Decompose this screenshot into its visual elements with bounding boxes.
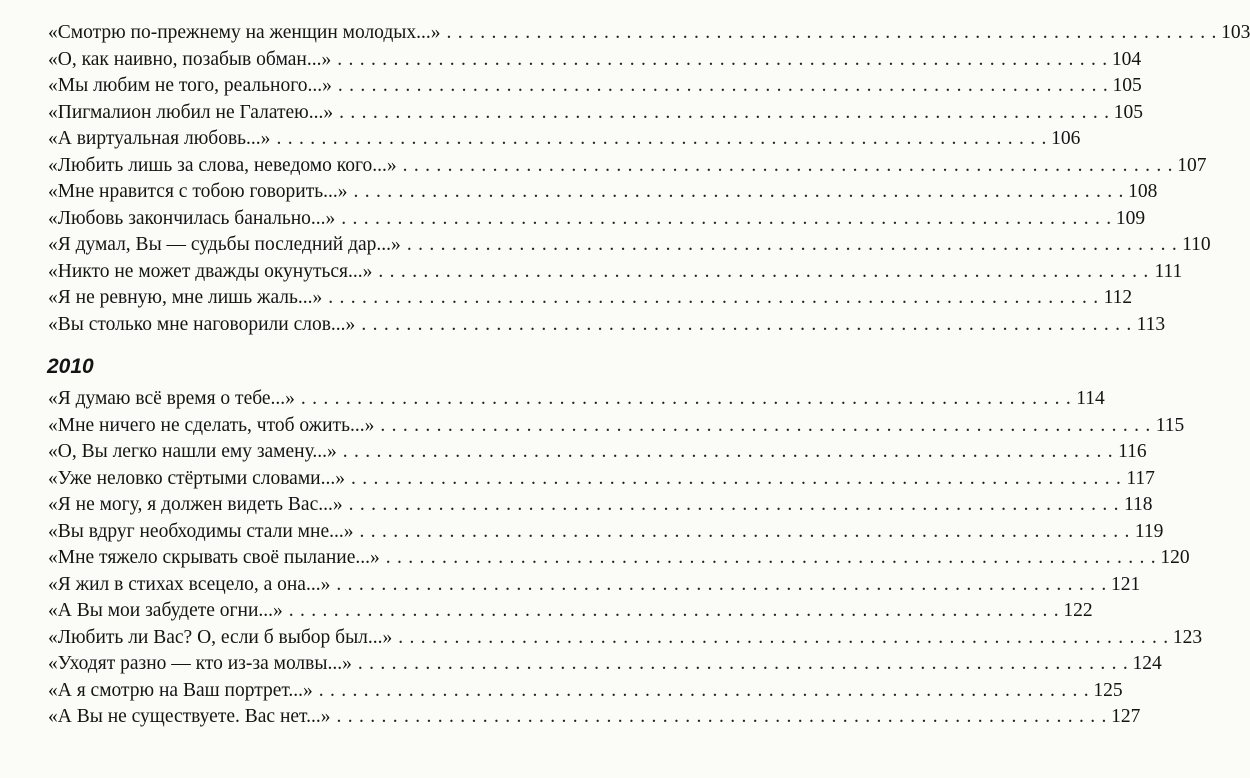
toc-entry-title: «Мне тяжело скрывать своё пылание...»	[48, 547, 380, 568]
toc-entry-title: «Вы вдруг необходимы стали мне...»	[48, 520, 354, 542]
toc-entry	[48, 598, 1093, 625]
toc-entry-title: «Я не ревную, мне лишь жаль...»	[48, 287, 323, 308]
toc-entry-title: «Мне ничего не сделать, чтоб ожить...»	[48, 414, 375, 436]
toc-entry-title: «Любовь закончилась банально...»	[48, 207, 336, 229]
dot-leader	[345, 466, 1125, 493]
toc-entry-title: «Вы столько мне наговорили слов...»	[48, 313, 356, 335]
dot-leader	[337, 439, 1117, 466]
toc-entry-page: 107	[1177, 154, 1207, 176]
toc-entry-title: «Уже неловко стёртыми словами...»	[48, 467, 345, 489]
toc-entry	[48, 206, 1146, 233]
dot-leader	[332, 73, 1112, 100]
toc-entry-title: «Любить ли Вас? О, если б выбор был...»	[48, 626, 393, 648]
toc-entry	[48, 519, 1164, 546]
toc-entry-title: «А Вы не существуете. Вас нет...»	[48, 706, 331, 727]
toc-entry-title: «Любить лишь за слова, неведомо кого...»	[48, 154, 397, 176]
toc-entry-title: «А Вы мои забудете огни...»	[48, 600, 283, 621]
toc-entry-title: «Мне нравится с тобою говорить...»	[48, 181, 348, 202]
toc-entry	[48, 572, 1141, 599]
toc-entry-page: 109	[1115, 207, 1146, 229]
toc-entry-page: 119	[1134, 520, 1164, 542]
dot-leader	[392, 625, 1172, 652]
toc-entry-page: 105	[1112, 75, 1142, 96]
toc-entry	[48, 179, 1158, 206]
toc-entry	[48, 232, 1211, 259]
toc-entry-page: 117	[1126, 467, 1155, 489]
toc-entry-page: 108	[1128, 181, 1158, 202]
toc-entry-title: «Мы любим не того, реального...»	[48, 75, 332, 96]
toc-entry	[48, 73, 1142, 100]
toc-entry	[48, 312, 1166, 339]
toc-entry-page: 116	[1118, 441, 1147, 462]
dot-leader	[348, 179, 1128, 206]
dot-leader	[353, 519, 1133, 546]
dot-leader	[352, 651, 1132, 678]
toc-entry-page: 121	[1110, 573, 1141, 595]
toc-entry	[48, 439, 1147, 466]
toc-entry	[48, 20, 1250, 47]
toc-group-untitled	[48, 20, 1250, 338]
toc-entry	[48, 285, 1133, 312]
toc-entry	[48, 678, 1123, 705]
dot-leader	[401, 232, 1181, 259]
toc-entry-title: «Никто не может дважды окунуться...»	[48, 260, 373, 282]
dot-leader	[355, 312, 1135, 339]
toc-entry-title: «О, Вы легко нашли ему замену...»	[48, 441, 337, 462]
dot-leader	[322, 285, 1102, 312]
toc-entry	[48, 704, 1141, 731]
dot-leader	[374, 413, 1154, 440]
toc-entry-page: 125	[1093, 679, 1123, 701]
toc-entry	[48, 100, 1143, 127]
toc-entry-page: 105	[1113, 101, 1143, 123]
toc-entry	[48, 47, 1142, 74]
toc-entry-page: 122	[1063, 600, 1093, 621]
toc-entry-title: «Пигмалион любил не Галатею...»	[48, 101, 334, 123]
toc-entry-page: 113	[1136, 313, 1166, 335]
toc-entry-page: 110	[1182, 234, 1211, 255]
toc-entry-page: 123	[1172, 626, 1203, 648]
toc-entry-title: «Смотрю по-прежнему на женщин молодых...»	[48, 22, 441, 43]
dot-leader	[331, 47, 1111, 74]
dot-leader	[335, 206, 1115, 233]
toc-entry	[48, 466, 1155, 493]
toc-entry-title: «О, как наивно, позабыв обман...»	[48, 48, 332, 70]
toc-entry	[48, 492, 1153, 519]
toc-entry	[48, 153, 1207, 180]
toc-entry-page: 103	[1221, 22, 1250, 43]
dot-leader	[313, 678, 1093, 705]
toc-entry-title: «А виртуальная любовь...»	[48, 128, 271, 149]
toc-entry	[48, 259, 1183, 286]
toc-entry	[48, 651, 1162, 678]
toc-group-2010	[48, 386, 1203, 731]
toc-entry-title: «А я смотрю на Ваш портрет...»	[48, 679, 313, 701]
toc-entry-page: 115	[1155, 414, 1185, 436]
dot-leader	[372, 259, 1152, 286]
dot-leader	[283, 598, 1063, 625]
year-heading: 2010	[47, 355, 94, 378]
toc-entry-page: 120	[1160, 547, 1190, 568]
toc-entry-title: «Я думаю всё время о тебе...»	[48, 388, 295, 409]
toc-entry-page: 118	[1123, 494, 1153, 515]
dot-leader	[441, 20, 1221, 47]
toc-entry	[48, 126, 1081, 153]
toc-entry-page: 111	[1154, 260, 1183, 282]
toc-entry-page: 114	[1076, 388, 1105, 409]
toc-entry-page: 124	[1132, 653, 1162, 674]
toc-entry-title: «Уходят разно — кто из-за молвы...»	[48, 653, 352, 674]
toc-entry-title: «Я не могу, я должен видеть Вас...»	[48, 494, 343, 515]
dot-leader	[380, 545, 1160, 572]
dot-leader	[343, 492, 1123, 519]
toc-entry-title: «Я думал, Вы — судьбы последний дар...»	[48, 234, 401, 255]
toc-entry-page: 104	[1111, 48, 1142, 70]
toc-entry-page: 112	[1103, 287, 1133, 308]
toc-entry	[48, 413, 1185, 440]
dot-leader	[295, 386, 1075, 413]
toc-entry-title: «Я жил в стихах всецело, а она...»	[48, 573, 331, 595]
dot-leader	[330, 704, 1110, 731]
dot-leader	[333, 100, 1113, 127]
toc-entry-page: 127	[1111, 706, 1141, 727]
dot-leader	[270, 126, 1050, 153]
toc-entry	[48, 386, 1105, 413]
toc-entry-page: 106	[1051, 128, 1081, 149]
dot-leader	[397, 153, 1177, 180]
table-of-contents	[47, 20, 1250, 731]
toc-entry	[48, 545, 1190, 572]
dot-leader	[330, 572, 1110, 599]
toc-entry	[48, 625, 1203, 652]
